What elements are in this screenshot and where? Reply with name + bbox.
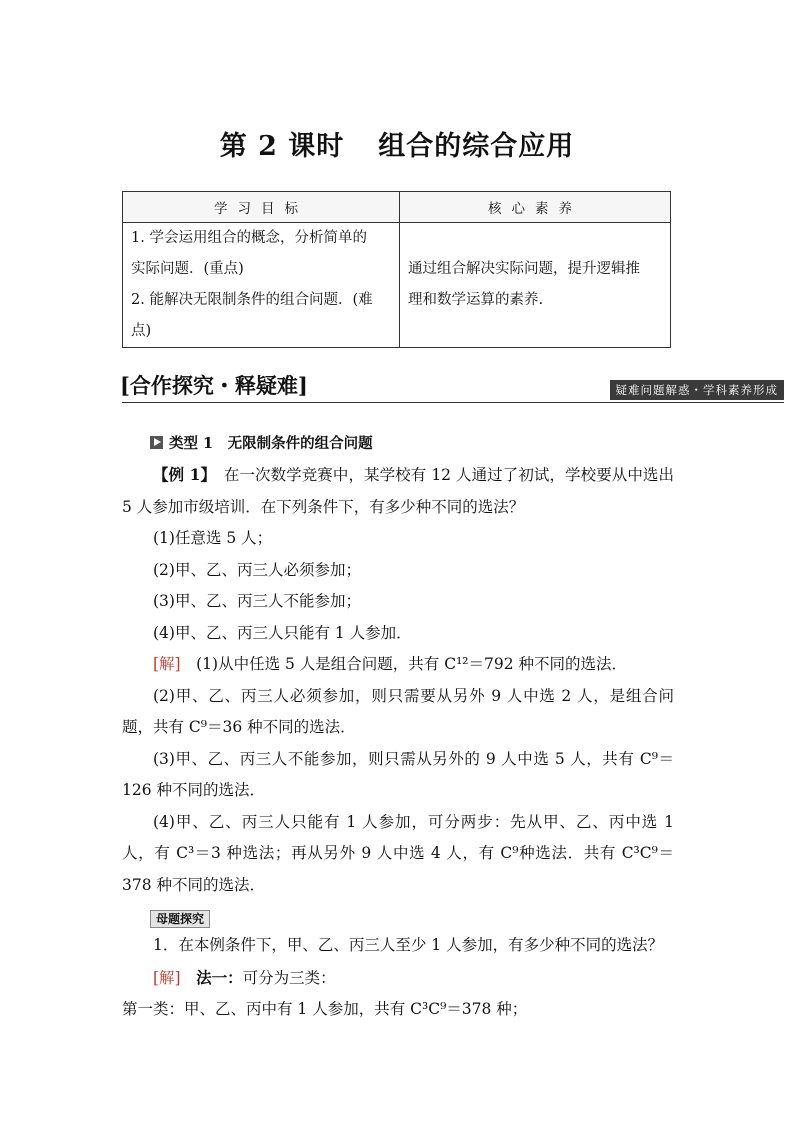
objective-line: 实际问题．(重点) — [131, 261, 244, 277]
objectives-cell — [123, 223, 400, 348]
solution-1 — [122, 649, 674, 681]
header-literacy: 核心素养 — [400, 192, 671, 223]
solution-label: [解] — [153, 655, 181, 673]
section-title: [合作探究・释疑难] — [120, 373, 308, 398]
page-title — [0, 124, 794, 163]
objective-line: 2. 能解决无限制条件的组合问题．(难 — [131, 292, 373, 308]
section-tag: 疑难问题解惑・学科素养形成 — [610, 380, 785, 400]
example-item: (3)甲、乙、丙三人不能参加； — [153, 592, 361, 610]
method-label: 法一： — [180, 967, 243, 987]
title-topic: 组合的综合应用 — [378, 131, 575, 162]
literacy-cell — [400, 223, 671, 348]
example-text: 在一次数学竞赛中，某学校有 12 人通过了初试，学校要从中选出 5 人参加市级培训．在下列条件下，有多少种不同的选法？ — [122, 466, 674, 516]
example-paragraph — [122, 459, 674, 523]
section-header — [122, 368, 784, 403]
mother-problem-row — [122, 909, 674, 928]
solution-3: (3)甲、乙、丙三人不能参加，则只需从另外的 9 人中选 5 人，共有 C⁹＝126 种不同的选法． — [122, 749, 674, 799]
mother-problem-label: 母题探究 — [150, 910, 210, 928]
objective-line: 1. 学会运用组合的概念，分析简单的 — [131, 230, 367, 246]
mother-solution-label: [解] — [153, 968, 181, 987]
play-triangle-icon — [150, 436, 163, 449]
solution-text: (1)从中任选 5 人是组合问题，共有 C¹²＝792 种不同的选法． — [180, 655, 628, 673]
example-item: (1)任意选 5 人； — [153, 529, 273, 547]
example-item: (2)甲、乙、丙三人必须参加； — [153, 560, 361, 579]
objective-line: 点) — [131, 323, 152, 339]
mother-question: 1．在本例条件下，甲、乙、丙三人至少 1 人参加，有多少种不同的选法？ — [153, 936, 664, 954]
header-objectives: 学习目标 — [123, 192, 400, 223]
solution-2: (2)甲、乙、丙三人必须参加，则只需要从另外 9 人中选 2 人，是组合问题，共有 C⁹＝36 种不同的选法． — [122, 686, 674, 736]
mother-solution — [122, 962, 674, 995]
literacy-line: 理和数学运算的素养. — [408, 292, 544, 308]
solution-4: (4)甲、乙、丙三人只能有 1 人参加，可分两步：先从甲、乙、丙中选 1 人，有 C³＝3 种选法；再从另外 9 人中选 4 人，有 C⁹种选法．共有 C³C⁹＝378 种不同的选法． — [122, 812, 674, 894]
literacy-line: 通过组合解决实际问题，提升逻辑推 — [408, 261, 640, 277]
example-item: (4)甲、乙、丙三人只能有 1 人参加． — [153, 623, 412, 642]
class-1-text: 第一类：甲、乙、丙中有 1 人参加，共有 C³C⁹＝378 种； — [122, 1000, 528, 1018]
main-content — [122, 428, 674, 1026]
example-label: 【例 1】 — [153, 465, 209, 484]
objectives-table — [122, 191, 671, 348]
type-heading — [122, 428, 674, 459]
method-text: 可分为三类： — [242, 968, 336, 987]
title-lesson: 第 2 课时 — [219, 131, 345, 162]
type-label: 类型 1 无限制条件的组合问题 — [169, 435, 373, 452]
